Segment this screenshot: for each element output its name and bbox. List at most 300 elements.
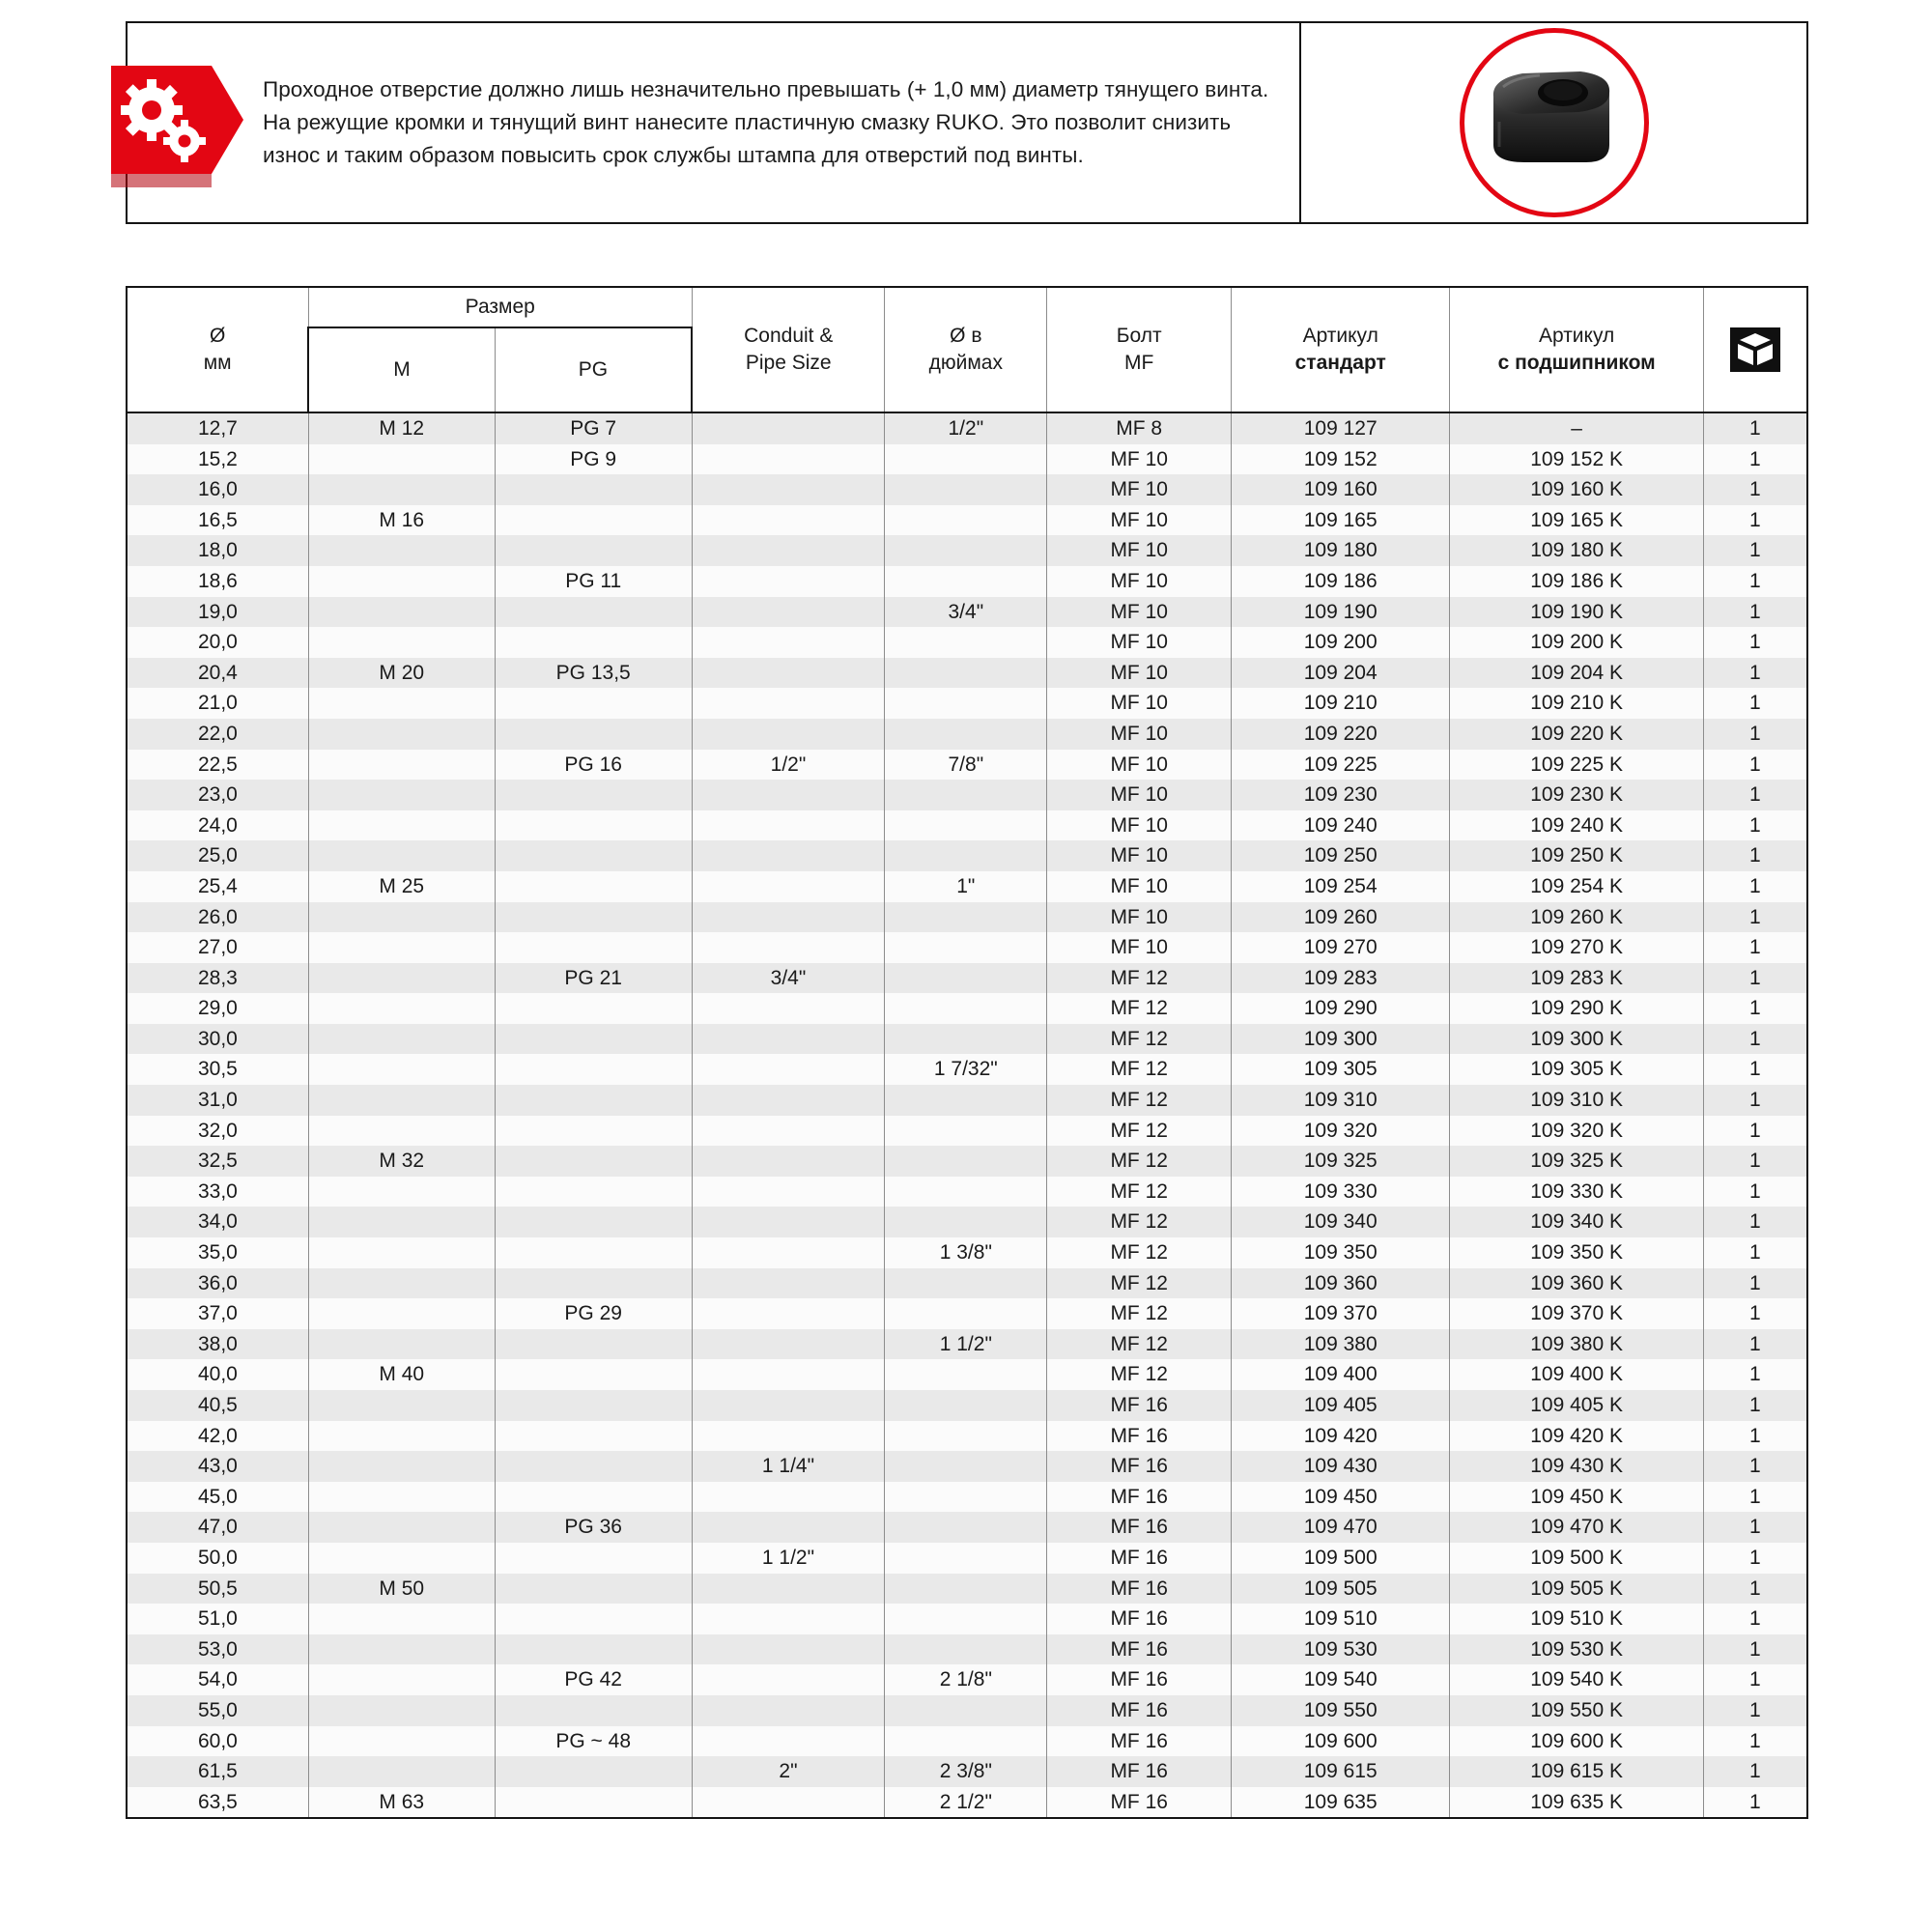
cell-article-standard: 109 540 bbox=[1231, 1664, 1449, 1695]
cell-diameter: 22,5 bbox=[127, 750, 308, 781]
cell-quantity: 1 bbox=[1703, 1146, 1807, 1177]
cell-diameter: 26,0 bbox=[127, 902, 308, 933]
cell-inch bbox=[885, 719, 1047, 750]
cell-article-bearing: 109 530 K bbox=[1450, 1634, 1703, 1665]
cell-article-standard: 109 505 bbox=[1231, 1574, 1449, 1605]
cell-bolt: MF 10 bbox=[1047, 597, 1232, 628]
cell-article-standard: 109 470 bbox=[1231, 1512, 1449, 1543]
cell-article-bearing: 109 350 K bbox=[1450, 1237, 1703, 1268]
cell-quantity: 1 bbox=[1703, 1359, 1807, 1390]
cell-quantity: 1 bbox=[1703, 1298, 1807, 1329]
cell-article-bearing: 109 370 K bbox=[1450, 1298, 1703, 1329]
cell-article-bearing: 109 152 K bbox=[1450, 444, 1703, 475]
cell-size-m bbox=[308, 688, 495, 719]
cell-bolt: MF 10 bbox=[1047, 902, 1232, 933]
cell-quantity: 1 bbox=[1703, 902, 1807, 933]
cell-bolt: MF 16 bbox=[1047, 1604, 1232, 1634]
table-row bbox=[127, 1451, 1807, 1482]
cell-bolt: MF 10 bbox=[1047, 444, 1232, 475]
cell-inch bbox=[885, 810, 1047, 841]
cell-diameter: 32,0 bbox=[127, 1116, 308, 1147]
cell-inch: 2 3/8" bbox=[885, 1756, 1047, 1787]
cell-conduit bbox=[692, 993, 885, 1024]
cell-size-m bbox=[308, 902, 495, 933]
cell-quantity: 1 bbox=[1703, 505, 1807, 536]
table-row bbox=[127, 1268, 1807, 1299]
cell-quantity: 1 bbox=[1703, 871, 1807, 902]
cell-size-m bbox=[308, 1054, 495, 1085]
cell-quantity: 1 bbox=[1703, 1482, 1807, 1513]
cell-quantity: 1 bbox=[1703, 444, 1807, 475]
header-diameter bbox=[127, 287, 308, 412]
table-row bbox=[127, 1207, 1807, 1237]
cell-diameter: 20,4 bbox=[127, 658, 308, 689]
table-row bbox=[127, 963, 1807, 994]
cell-conduit bbox=[692, 1664, 885, 1695]
table-row bbox=[127, 1695, 1807, 1726]
cell-article-bearing: 109 190 K bbox=[1450, 597, 1703, 628]
cell-size-m bbox=[308, 1237, 495, 1268]
cell-size-pg bbox=[495, 1451, 692, 1482]
cell-inch bbox=[885, 932, 1047, 963]
cell-size-m: M 25 bbox=[308, 871, 495, 902]
cell-quantity: 1 bbox=[1703, 963, 1807, 994]
cell-conduit bbox=[692, 1482, 885, 1513]
cell-inch bbox=[885, 1024, 1047, 1055]
cell-size-pg bbox=[495, 719, 692, 750]
cell-size-pg bbox=[495, 1085, 692, 1116]
cell-bolt: MF 12 bbox=[1047, 1298, 1232, 1329]
cell-conduit: 1 1/2" bbox=[692, 1543, 885, 1574]
cell-article-standard: 109 225 bbox=[1231, 750, 1449, 781]
cell-diameter: 30,5 bbox=[127, 1054, 308, 1085]
header-bolt-line1: Болт bbox=[1116, 324, 1162, 347]
cell-quantity: 1 bbox=[1703, 1664, 1807, 1695]
cell-conduit bbox=[692, 597, 885, 628]
cell-inch bbox=[885, 1634, 1047, 1665]
cell-size-pg bbox=[495, 1482, 692, 1513]
cell-size-m bbox=[308, 1695, 495, 1726]
cell-inch bbox=[885, 1085, 1047, 1116]
header-diameter-unit: мм bbox=[203, 352, 232, 374]
cell-quantity: 1 bbox=[1703, 412, 1807, 444]
cell-inch bbox=[885, 1268, 1047, 1299]
cell-diameter: 32,5 bbox=[127, 1146, 308, 1177]
table-row bbox=[127, 902, 1807, 933]
cell-quantity: 1 bbox=[1703, 1268, 1807, 1299]
header-quantity bbox=[1703, 287, 1807, 412]
header-conduit-line2: Pipe Size bbox=[745, 352, 832, 374]
cell-quantity: 1 bbox=[1703, 1574, 1807, 1605]
table-row bbox=[127, 780, 1807, 810]
punch-die-photo bbox=[1460, 28, 1649, 217]
cell-size-pg bbox=[495, 1024, 692, 1055]
cell-article-standard: 109 160 bbox=[1231, 474, 1449, 505]
cell-article-bearing: 109 430 K bbox=[1450, 1451, 1703, 1482]
cell-size-pg bbox=[495, 1787, 692, 1819]
cell-size-m: M 12 bbox=[308, 412, 495, 444]
cell-bolt: MF 12 bbox=[1047, 1024, 1232, 1055]
cell-inch bbox=[885, 1451, 1047, 1482]
cell-article-bearing: 109 330 K bbox=[1450, 1177, 1703, 1208]
cell-article-standard: 109 180 bbox=[1231, 535, 1449, 566]
cell-size-pg bbox=[495, 1604, 692, 1634]
cell-article-bearing: – bbox=[1450, 412, 1703, 444]
header-inch-line1: Ø в bbox=[950, 324, 982, 347]
cell-diameter: 16,0 bbox=[127, 474, 308, 505]
cell-quantity: 1 bbox=[1703, 535, 1807, 566]
spec-table-wrap bbox=[126, 286, 1808, 1819]
cell-article-standard: 109 380 bbox=[1231, 1329, 1449, 1360]
cell-size-pg: PG 13,5 bbox=[495, 658, 692, 689]
cell-quantity: 1 bbox=[1703, 1085, 1807, 1116]
cell-diameter: 29,0 bbox=[127, 993, 308, 1024]
cell-article-bearing: 109 186 K bbox=[1450, 566, 1703, 597]
cell-article-standard: 109 300 bbox=[1231, 1024, 1449, 1055]
cell-article-standard: 109 165 bbox=[1231, 505, 1449, 536]
cell-bolt: MF 10 bbox=[1047, 566, 1232, 597]
table-row bbox=[127, 1116, 1807, 1147]
cell-conduit bbox=[692, 810, 885, 841]
cell-quantity: 1 bbox=[1703, 1604, 1807, 1634]
cell-article-bearing: 109 254 K bbox=[1450, 871, 1703, 902]
cell-diameter: 27,0 bbox=[127, 932, 308, 963]
table-row bbox=[127, 1329, 1807, 1360]
cell-size-m bbox=[308, 1664, 495, 1695]
cell-article-standard: 109 420 bbox=[1231, 1421, 1449, 1452]
cell-quantity: 1 bbox=[1703, 1177, 1807, 1208]
cell-size-m bbox=[308, 1756, 495, 1787]
cell-size-pg bbox=[495, 1329, 692, 1360]
cell-article-bearing: 109 400 K bbox=[1450, 1359, 1703, 1390]
cell-quantity: 1 bbox=[1703, 1116, 1807, 1147]
cell-bolt: MF 10 bbox=[1047, 932, 1232, 963]
cell-conduit bbox=[692, 1604, 885, 1634]
cell-article-standard: 109 230 bbox=[1231, 780, 1449, 810]
cell-quantity: 1 bbox=[1703, 932, 1807, 963]
cell-quantity: 1 bbox=[1703, 474, 1807, 505]
cell-inch: 1 7/32" bbox=[885, 1054, 1047, 1085]
cell-quantity: 1 bbox=[1703, 1237, 1807, 1268]
cell-quantity: 1 bbox=[1703, 597, 1807, 628]
cell-bolt: MF 16 bbox=[1047, 1421, 1232, 1452]
cell-inch bbox=[885, 1177, 1047, 1208]
cell-size-pg: PG 36 bbox=[495, 1512, 692, 1543]
cell-size-pg bbox=[495, 627, 692, 658]
table-row bbox=[127, 750, 1807, 781]
cell-diameter: 63,5 bbox=[127, 1787, 308, 1819]
cell-article-standard: 109 283 bbox=[1231, 963, 1449, 994]
table-row bbox=[127, 658, 1807, 689]
cell-quantity: 1 bbox=[1703, 719, 1807, 750]
cell-quantity: 1 bbox=[1703, 1634, 1807, 1665]
cell-bolt: MF 10 bbox=[1047, 474, 1232, 505]
cell-size-m bbox=[308, 1207, 495, 1237]
cell-bolt: MF 12 bbox=[1047, 1359, 1232, 1390]
cell-size-m bbox=[308, 1085, 495, 1116]
cell-conduit bbox=[692, 1024, 885, 1055]
cell-inch: 2 1/2" bbox=[885, 1787, 1047, 1819]
cell-inch: 1 3/8" bbox=[885, 1237, 1047, 1268]
cell-size-pg bbox=[495, 535, 692, 566]
cell-size-m bbox=[308, 1421, 495, 1452]
cell-conduit bbox=[692, 658, 885, 689]
cell-size-m bbox=[308, 1726, 495, 1757]
cell-quantity: 1 bbox=[1703, 688, 1807, 719]
cell-conduit bbox=[692, 1329, 885, 1360]
cell-size-pg: PG ~ 48 bbox=[495, 1726, 692, 1757]
cell-conduit bbox=[692, 1359, 885, 1390]
cell-article-bearing: 109 615 K bbox=[1450, 1756, 1703, 1787]
cell-conduit bbox=[692, 1116, 885, 1147]
cell-conduit bbox=[692, 627, 885, 658]
cell-quantity: 1 bbox=[1703, 1421, 1807, 1452]
cell-quantity: 1 bbox=[1703, 1207, 1807, 1237]
cell-size-pg bbox=[495, 688, 692, 719]
cell-bolt: MF 10 bbox=[1047, 505, 1232, 536]
cell-bolt: MF 10 bbox=[1047, 719, 1232, 750]
table-row bbox=[127, 1787, 1807, 1819]
cell-inch bbox=[885, 1116, 1047, 1147]
header-size-pg: PG bbox=[495, 327, 692, 412]
cell-article-standard: 109 400 bbox=[1231, 1359, 1449, 1390]
cell-article-standard: 109 240 bbox=[1231, 810, 1449, 841]
cell-bolt: MF 16 bbox=[1047, 1390, 1232, 1421]
cell-diameter: 12,7 bbox=[127, 412, 308, 444]
table-row bbox=[127, 1482, 1807, 1513]
cell-quantity: 1 bbox=[1703, 1329, 1807, 1360]
table-row bbox=[127, 505, 1807, 536]
cell-article-bearing: 109 600 K bbox=[1450, 1726, 1703, 1757]
cell-size-m bbox=[308, 566, 495, 597]
cell-diameter: 38,0 bbox=[127, 1329, 308, 1360]
cell-article-standard: 109 325 bbox=[1231, 1146, 1449, 1177]
cell-size-m bbox=[308, 1512, 495, 1543]
cell-article-bearing: 109 420 K bbox=[1450, 1421, 1703, 1452]
cell-quantity: 1 bbox=[1703, 1512, 1807, 1543]
cell-article-bearing: 109 325 K bbox=[1450, 1146, 1703, 1177]
table-row bbox=[127, 1359, 1807, 1390]
table-row bbox=[127, 1512, 1807, 1543]
cell-article-bearing: 109 290 K bbox=[1450, 993, 1703, 1024]
cell-article-bearing: 109 505 K bbox=[1450, 1574, 1703, 1605]
cell-article-bearing: 109 220 K bbox=[1450, 719, 1703, 750]
cell-size-pg bbox=[495, 1695, 692, 1726]
cell-size-pg bbox=[495, 505, 692, 536]
cell-size-pg bbox=[495, 902, 692, 933]
cell-article-standard: 109 186 bbox=[1231, 566, 1449, 597]
table-row bbox=[127, 810, 1807, 841]
cell-conduit bbox=[692, 1298, 885, 1329]
cell-size-pg: PG 29 bbox=[495, 1298, 692, 1329]
cell-size-pg bbox=[495, 1177, 692, 1208]
cell-size-m bbox=[308, 1390, 495, 1421]
cell-size-pg bbox=[495, 1574, 692, 1605]
cell-size-pg bbox=[495, 1237, 692, 1268]
cell-conduit: 1/2" bbox=[692, 750, 885, 781]
cell-size-m bbox=[308, 474, 495, 505]
cell-size-pg bbox=[495, 871, 692, 902]
cell-diameter: 21,0 bbox=[127, 688, 308, 719]
cell-inch bbox=[885, 627, 1047, 658]
cell-conduit bbox=[692, 535, 885, 566]
cell-bolt: MF 16 bbox=[1047, 1664, 1232, 1695]
cell-size-pg bbox=[495, 1390, 692, 1421]
cell-conduit bbox=[692, 871, 885, 902]
cell-size-m bbox=[308, 750, 495, 781]
note-text-cell bbox=[128, 23, 1301, 222]
cell-article-bearing: 109 450 K bbox=[1450, 1482, 1703, 1513]
cell-bolt: MF 16 bbox=[1047, 1543, 1232, 1574]
cell-size-pg bbox=[495, 474, 692, 505]
cell-size-m bbox=[308, 1268, 495, 1299]
cell-diameter: 35,0 bbox=[127, 1237, 308, 1268]
cell-inch: 7/8" bbox=[885, 750, 1047, 781]
table-row bbox=[127, 412, 1807, 444]
cell-inch bbox=[885, 840, 1047, 871]
header-article-line2: стандарт bbox=[1294, 352, 1386, 374]
cell-conduit bbox=[692, 1390, 885, 1421]
cell-diameter: 25,0 bbox=[127, 840, 308, 871]
cell-diameter: 42,0 bbox=[127, 1421, 308, 1452]
cell-conduit bbox=[692, 412, 885, 444]
table-row bbox=[127, 993, 1807, 1024]
table-row bbox=[127, 1146, 1807, 1177]
cell-size-m bbox=[308, 1024, 495, 1055]
cell-quantity: 1 bbox=[1703, 840, 1807, 871]
cell-bolt: MF 10 bbox=[1047, 840, 1232, 871]
header-inch-line2: дюймах bbox=[928, 352, 1003, 374]
table-row bbox=[127, 840, 1807, 871]
table-row bbox=[127, 1756, 1807, 1787]
cell-size-pg bbox=[495, 932, 692, 963]
table-row bbox=[127, 1054, 1807, 1085]
cell-inch bbox=[885, 1695, 1047, 1726]
cell-quantity: 1 bbox=[1703, 1726, 1807, 1757]
cell-conduit bbox=[692, 1177, 885, 1208]
cell-diameter: 40,0 bbox=[127, 1359, 308, 1390]
cell-article-standard: 109 530 bbox=[1231, 1634, 1449, 1665]
cell-article-bearing: 109 165 K bbox=[1450, 505, 1703, 536]
cell-bolt: MF 12 bbox=[1047, 1116, 1232, 1147]
cell-conduit bbox=[692, 1268, 885, 1299]
cell-size-m: M 32 bbox=[308, 1146, 495, 1177]
cell-article-standard: 109 405 bbox=[1231, 1390, 1449, 1421]
cell-diameter: 19,0 bbox=[127, 597, 308, 628]
cell-size-m bbox=[308, 1329, 495, 1360]
cell-bolt: MF 12 bbox=[1047, 1146, 1232, 1177]
table-row bbox=[127, 932, 1807, 963]
cell-article-standard: 109 200 bbox=[1231, 627, 1449, 658]
cell-size-m bbox=[308, 535, 495, 566]
cell-quantity: 1 bbox=[1703, 1787, 1807, 1819]
cell-size-m bbox=[308, 993, 495, 1024]
cell-article-standard: 109 500 bbox=[1231, 1543, 1449, 1574]
cell-quantity: 1 bbox=[1703, 1543, 1807, 1574]
cell-quantity: 1 bbox=[1703, 780, 1807, 810]
cell-quantity: 1 bbox=[1703, 810, 1807, 841]
cell-conduit bbox=[692, 1054, 885, 1085]
cell-conduit bbox=[692, 444, 885, 475]
cell-article-standard: 109 450 bbox=[1231, 1482, 1449, 1513]
cell-article-bearing: 109 240 K bbox=[1450, 810, 1703, 841]
cell-article-standard: 109 305 bbox=[1231, 1054, 1449, 1085]
cell-conduit bbox=[692, 1146, 885, 1177]
cell-size-m bbox=[308, 810, 495, 841]
cell-conduit: 1 1/4" bbox=[692, 1451, 885, 1482]
header-conduit-line1: Conduit & bbox=[744, 324, 834, 347]
cell-size-pg bbox=[495, 1756, 692, 1787]
table-row bbox=[127, 474, 1807, 505]
cell-diameter: 18,6 bbox=[127, 566, 308, 597]
cell-conduit bbox=[692, 1085, 885, 1116]
cell-diameter: 15,2 bbox=[127, 444, 308, 475]
box-icon bbox=[1730, 327, 1780, 372]
cell-inch: 1 1/2" bbox=[885, 1329, 1047, 1360]
cell-conduit bbox=[692, 1421, 885, 1452]
cell-bolt: MF 10 bbox=[1047, 688, 1232, 719]
cell-inch bbox=[885, 1390, 1047, 1421]
cell-conduit bbox=[692, 780, 885, 810]
cell-article-standard: 109 510 bbox=[1231, 1604, 1449, 1634]
cell-size-pg bbox=[495, 810, 692, 841]
cell-inch bbox=[885, 1543, 1047, 1574]
cell-size-pg bbox=[495, 1116, 692, 1147]
cell-inch bbox=[885, 444, 1047, 475]
cell-diameter: 60,0 bbox=[127, 1726, 308, 1757]
cell-conduit bbox=[692, 505, 885, 536]
header-article-bearing-line2: с подшипником bbox=[1497, 352, 1656, 374]
cell-size-m: M 16 bbox=[308, 505, 495, 536]
note-paragraph: Проходное отверстие должно лишь незначительно превышать (+ 1,0 мм) диаметр тянущего винта. На режущие кромки и тянущий винт нанесите пластичную смазку RUKO. Это позволит снизить износ и таким образом повысить срок службы штампа для отверстий под винты. bbox=[263, 76, 1269, 168]
cell-size-m bbox=[308, 1604, 495, 1634]
cell-bolt: MF 8 bbox=[1047, 412, 1232, 444]
cell-inch bbox=[885, 1512, 1047, 1543]
cell-article-bearing: 109 305 K bbox=[1450, 1054, 1703, 1085]
cell-size-pg bbox=[495, 1634, 692, 1665]
cell-inch bbox=[885, 1359, 1047, 1390]
cell-conduit: 3/4" bbox=[692, 963, 885, 994]
cell-article-bearing: 109 380 K bbox=[1450, 1329, 1703, 1360]
cell-bolt: MF 16 bbox=[1047, 1726, 1232, 1757]
cell-inch bbox=[885, 1207, 1047, 1237]
cell-diameter: 37,0 bbox=[127, 1298, 308, 1329]
cell-conduit bbox=[692, 1237, 885, 1268]
table-row bbox=[127, 566, 1807, 597]
cell-article-bearing: 109 540 K bbox=[1450, 1664, 1703, 1695]
cell-inch bbox=[885, 1298, 1047, 1329]
header-article-bearing-line1: Артикул bbox=[1538, 324, 1615, 347]
cell-article-bearing: 109 180 K bbox=[1450, 535, 1703, 566]
cell-size-pg bbox=[495, 1543, 692, 1574]
cell-bolt: MF 10 bbox=[1047, 780, 1232, 810]
cell-bolt: MF 16 bbox=[1047, 1695, 1232, 1726]
table-row bbox=[127, 1237, 1807, 1268]
cell-article-bearing: 109 320 K bbox=[1450, 1116, 1703, 1147]
table-row bbox=[127, 444, 1807, 475]
table-row bbox=[127, 1421, 1807, 1452]
cell-diameter: 51,0 bbox=[127, 1604, 308, 1634]
cell-size-pg bbox=[495, 1268, 692, 1299]
cell-bolt: MF 12 bbox=[1047, 1177, 1232, 1208]
cell-article-standard: 109 310 bbox=[1231, 1085, 1449, 1116]
cell-article-standard: 109 152 bbox=[1231, 444, 1449, 475]
cell-article-standard: 109 370 bbox=[1231, 1298, 1449, 1329]
cell-article-bearing: 109 225 K bbox=[1450, 750, 1703, 781]
header-inch bbox=[885, 287, 1047, 412]
cell-article-bearing: 109 405 K bbox=[1450, 1390, 1703, 1421]
cell-bolt: MF 12 bbox=[1047, 1085, 1232, 1116]
